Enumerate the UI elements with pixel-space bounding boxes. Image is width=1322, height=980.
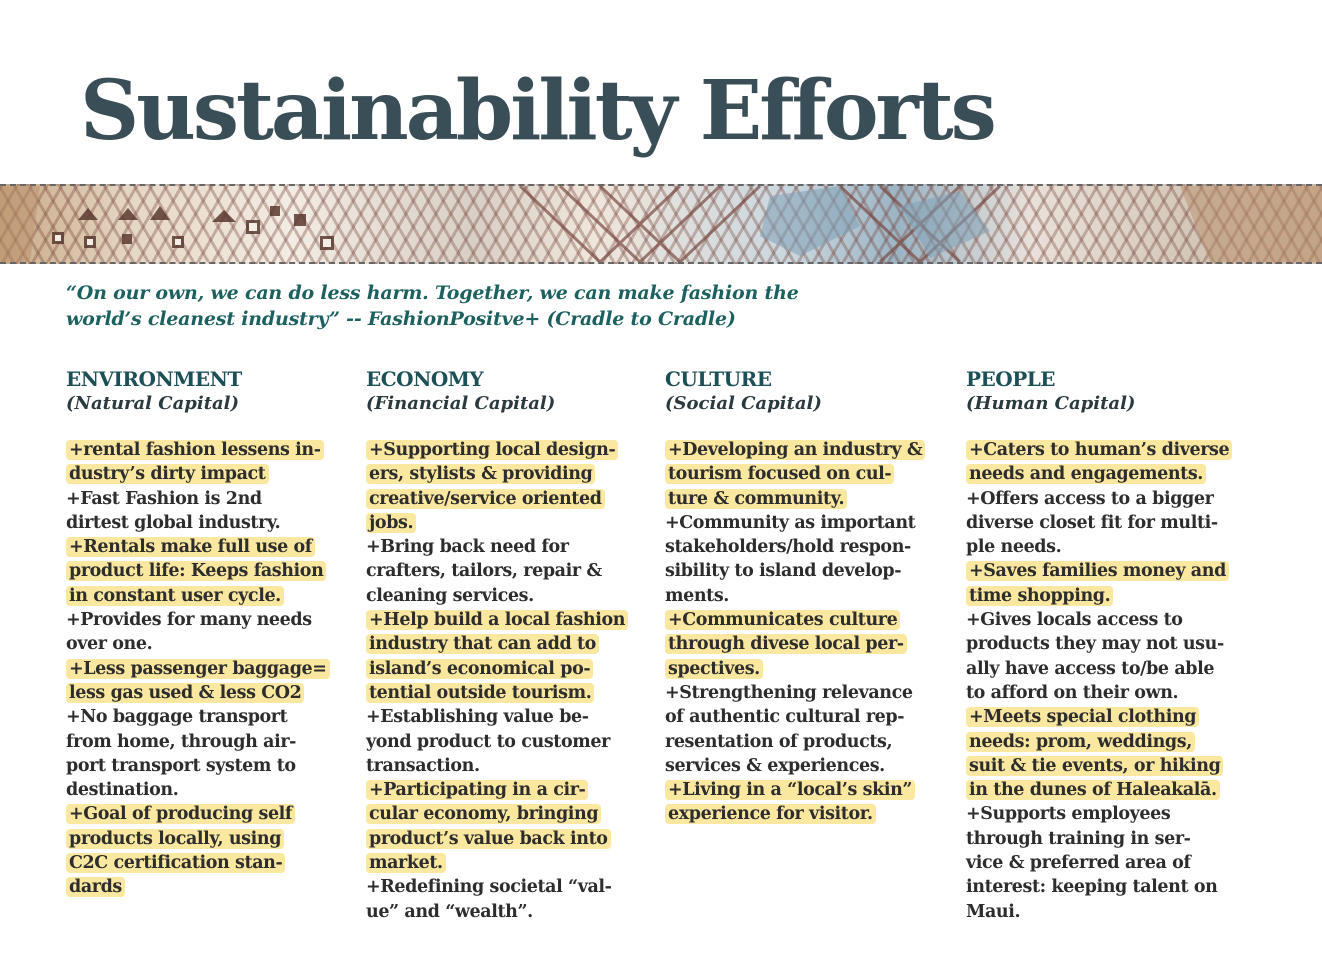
list-item xyxy=(665,608,955,681)
item-line: tential outside tourism. xyxy=(369,682,592,703)
item-line: ally have access to/be able xyxy=(966,658,1215,679)
highlighted-item-text xyxy=(66,537,326,606)
column-subheading: (Social Capital) xyxy=(665,393,822,414)
list-item xyxy=(966,608,1266,705)
item-line: to afford on their own. xyxy=(966,682,1179,703)
item-text xyxy=(966,489,1218,558)
item-line: +Less passenger baggage= xyxy=(69,658,327,679)
item-list xyxy=(665,438,955,827)
item-line: through divese local per- xyxy=(668,634,904,655)
page-title: Sustainability Efforts xyxy=(80,63,994,159)
quote-line-1: “On our own, we can do less harm. Together, we can make fashion the xyxy=(66,282,799,304)
item-line: Maui. xyxy=(966,901,1021,922)
item-line: +Caters to human’s diverse xyxy=(969,440,1230,460)
item-line: sibility to island develop- xyxy=(665,561,902,582)
item-line: resentation of products, xyxy=(665,731,893,752)
column-heading: PEOPLE xyxy=(966,367,1056,391)
item-line: +Community as important xyxy=(665,512,916,533)
column-heading: ECONOMY xyxy=(366,367,484,391)
item-line: +rental fashion lessens in- xyxy=(69,440,321,460)
item-line: through training in ser- xyxy=(966,828,1191,849)
column-environment xyxy=(66,366,356,900)
item-line: cular economy, bringing xyxy=(369,804,599,825)
item-line: ers, stylists & providing xyxy=(369,464,593,485)
item-line: market. xyxy=(369,853,443,874)
item-line: of authentic cultural rep- xyxy=(665,707,905,728)
item-text xyxy=(366,537,602,606)
item-text xyxy=(366,707,610,776)
item-text xyxy=(366,877,612,921)
list-item xyxy=(66,657,356,706)
item-list xyxy=(366,438,656,924)
list-item xyxy=(66,705,356,802)
column-subheading: (Financial Capital) xyxy=(366,393,556,414)
item-line: yond product to customer xyxy=(366,731,610,752)
item-line: needs and engagements. xyxy=(969,464,1203,485)
highlighted-item-text xyxy=(66,440,324,484)
item-line: dustry’s dirty impact xyxy=(69,464,266,485)
list-item xyxy=(966,487,1266,560)
item-line: in constant user cycle. xyxy=(69,585,281,606)
highlighted-item-text xyxy=(66,659,330,703)
item-line: less gas used & less CO2 xyxy=(69,682,302,703)
item-line: +Communicates culture xyxy=(668,610,898,631)
item-line: ture & community. xyxy=(668,488,845,509)
item-line: +No baggage transport xyxy=(66,707,288,728)
item-line: +Offers access to a bigger xyxy=(966,488,1214,509)
item-line: dards xyxy=(69,877,122,898)
item-line: transaction. xyxy=(366,755,480,776)
column-subheading: (Human Capital) xyxy=(966,393,1136,414)
item-line: crafters, tailors, repair & xyxy=(366,561,602,582)
item-line: over one. xyxy=(66,634,153,655)
item-list xyxy=(66,438,356,900)
item-line: +Participating in a cir- xyxy=(369,780,586,801)
list-item xyxy=(366,608,656,705)
item-text xyxy=(66,707,296,800)
item-line: +Rentals make full use of xyxy=(69,537,312,558)
item-line: C2C certification stan- xyxy=(69,853,283,874)
item-text xyxy=(665,513,915,606)
item-line: needs: prom, weddings, xyxy=(969,731,1192,752)
column-culture xyxy=(665,366,955,827)
item-line: creative/service oriented xyxy=(369,488,602,509)
list-item xyxy=(966,705,1266,802)
item-line: time shopping. xyxy=(969,585,1111,606)
item-line: product’s value back into xyxy=(369,828,608,849)
list-item xyxy=(66,802,356,899)
item-line: tourism focused on cul- xyxy=(668,464,892,485)
list-item xyxy=(366,535,656,608)
highlighted-item-text xyxy=(665,440,925,509)
item-line: +Supporting local design- xyxy=(369,440,616,460)
item-line: +Redefining societal “val- xyxy=(366,877,612,898)
item-line: services & experiences. xyxy=(665,755,885,776)
list-item xyxy=(66,487,356,536)
list-item xyxy=(366,438,656,535)
highlighted-item-text xyxy=(366,440,618,533)
item-text xyxy=(966,610,1224,703)
item-line: +Goal of producing self xyxy=(69,804,293,825)
item-line: port transport system to xyxy=(66,755,296,776)
list-item xyxy=(66,608,356,657)
item-line: +Supports employees xyxy=(966,804,1171,825)
item-line: cleaning services. xyxy=(366,585,534,606)
highlighted-item-text xyxy=(366,610,628,703)
list-item xyxy=(366,705,656,778)
item-line: experience for visitor. xyxy=(668,804,873,825)
highlighted-item-text xyxy=(366,780,611,873)
item-line: +Saves families money and xyxy=(969,561,1226,582)
decorative-banner xyxy=(0,184,1322,264)
list-item xyxy=(665,681,955,778)
item-line: +Provides for many needs xyxy=(66,610,312,631)
item-line: jobs. xyxy=(369,512,414,533)
highlighted-item-text xyxy=(966,440,1232,484)
highlighted-item-text xyxy=(966,707,1223,800)
list-item xyxy=(665,778,955,827)
column-heading: ENVIRONMENT xyxy=(66,367,242,391)
item-line: ue” and “wealth”. xyxy=(366,901,533,922)
list-item xyxy=(966,559,1266,608)
list-item xyxy=(366,875,656,924)
highlighted-item-text xyxy=(66,804,295,897)
item-line: +Meets special clothing xyxy=(969,707,1197,728)
item-line: +Gives locals access to xyxy=(966,610,1183,631)
list-item xyxy=(966,438,1266,487)
item-line: +Fast Fashion is 2nd xyxy=(66,488,262,509)
list-item xyxy=(66,438,356,487)
item-text xyxy=(66,610,312,654)
item-line: from home, through air- xyxy=(66,731,297,752)
item-line: suit & tie events, or hiking xyxy=(969,755,1221,776)
item-line: vice & preferred area of xyxy=(966,853,1191,874)
item-line: +Strengthening relevance xyxy=(665,682,913,703)
list-item xyxy=(665,511,955,608)
item-line: +Living in a “local’s skin” xyxy=(668,780,913,801)
item-line: diverse closet fit for multi- xyxy=(966,512,1218,533)
column-people xyxy=(966,366,1266,924)
item-line: ments. xyxy=(665,585,730,606)
item-line: interest: keeping talent on xyxy=(966,877,1218,898)
quote-line-2: world’s cleanest industry” -- FashionPositve+ (Cradle to Cradle) xyxy=(66,308,736,330)
item-line: stakeholders/hold respon- xyxy=(665,537,911,558)
item-text xyxy=(66,489,280,533)
list-item xyxy=(665,438,955,511)
item-line: products locally, using xyxy=(69,828,282,849)
item-line: +Help build a local fashion xyxy=(369,610,626,631)
highlighted-item-text xyxy=(966,561,1229,605)
column-economy xyxy=(366,366,656,924)
item-line: +Establishing value be- xyxy=(366,707,589,728)
item-line: spectives. xyxy=(668,658,760,679)
column-subheading: (Natural Capital) xyxy=(66,393,240,414)
item-line: island’s economical po- xyxy=(369,658,591,679)
list-item xyxy=(966,802,1266,923)
list-item xyxy=(366,778,656,875)
item-text xyxy=(966,804,1217,921)
item-line: product life: Keeps fashion xyxy=(69,561,324,582)
column-heading: CULTURE xyxy=(665,367,772,391)
item-line: products they may not usu- xyxy=(966,634,1224,655)
list-item xyxy=(66,535,356,608)
item-line: dirtest global industry. xyxy=(66,512,281,533)
item-line: +Developing an industry & xyxy=(668,440,923,460)
item-line: in the dunes of Haleakalā. xyxy=(969,780,1217,801)
highlighted-item-text xyxy=(665,610,907,679)
item-line: industry that can add to xyxy=(369,634,596,655)
item-line: +Bring back need for xyxy=(366,537,569,558)
banner-pattern-graphic xyxy=(0,186,1322,262)
item-text xyxy=(665,683,913,776)
highlighted-item-text xyxy=(665,780,915,824)
item-line: destination. xyxy=(66,780,179,801)
quote xyxy=(66,280,886,332)
item-list xyxy=(966,438,1266,924)
item-line: ple needs. xyxy=(966,537,1062,558)
